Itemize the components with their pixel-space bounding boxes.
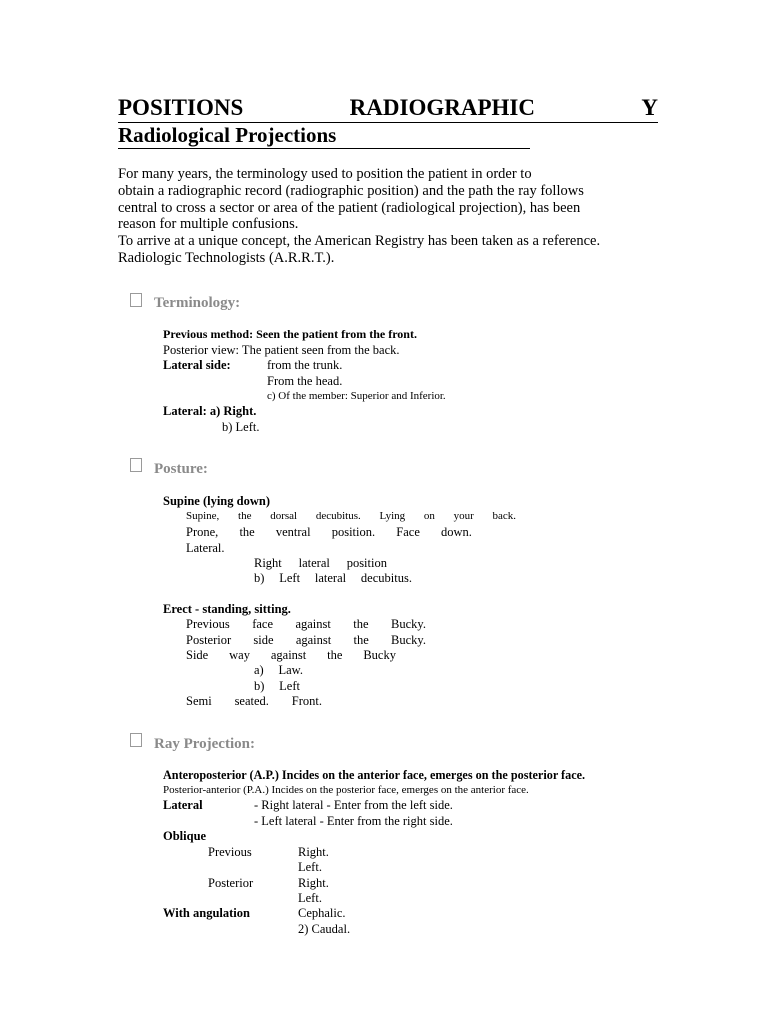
posture-erect-heading: Erect - standing, sitting. [163, 602, 291, 616]
ray-posterior-right: Right. [298, 876, 329, 890]
terminology-lateral-side-1: from the trunk. [267, 358, 343, 372]
checkbox-icon [130, 733, 142, 747]
posture-law-line [254, 663, 303, 678]
ray-posterior-label: Posterior [208, 876, 254, 890]
intro-line-6: Radiologic Technologists (A.R.R.T.). [118, 250, 335, 266]
posture-prone-line [186, 525, 472, 540]
posture-supine-heading: Supine (lying down) [163, 494, 270, 508]
checkbox-icon [130, 293, 142, 307]
intro-line-1: For many years, the terminology used to position the patient in order to [118, 166, 532, 182]
terminology-lateral-a: Lateral: a) Right. [163, 404, 257, 418]
word: the [353, 633, 369, 647]
posture-right-lateral-line [254, 556, 387, 571]
title-line-2: Radiological Projections [118, 122, 530, 149]
title-word-1: POSITIONS [118, 95, 244, 120]
ray-previous-left: Left. [298, 860, 322, 874]
word: lateral [298, 556, 330, 570]
checkbox-icon [130, 458, 142, 472]
word: ventral [275, 525, 311, 539]
ray-heading: Ray Projection: [154, 736, 255, 752]
word: decubitus. [360, 571, 412, 585]
word: Left [279, 679, 300, 693]
posture-heading: Posture: [154, 461, 208, 477]
word: Semi [186, 694, 212, 708]
word: lateral [314, 571, 347, 585]
word: b) [254, 679, 265, 693]
word: back. [492, 510, 516, 522]
word: decubitus. [315, 510, 361, 522]
ray-oblique-label: Oblique [163, 829, 207, 843]
posture-lateral: Lateral. [186, 541, 225, 555]
word: side [253, 633, 274, 647]
word: the [353, 617, 369, 631]
posture-sideway-line [186, 648, 396, 663]
ray-caudal: 2) Caudal. [298, 922, 351, 936]
word: Lying [379, 510, 406, 522]
intro-line-5: To arrive at a unique concept, the American Registry has been taken as a reference. [118, 233, 601, 249]
word: against [270, 648, 307, 662]
ray-pa: Posterior-anterior (P.A.) Incides on the posterior face, emerges on the anterior face. [163, 784, 529, 796]
posture-left-lateral-line [254, 571, 412, 586]
title-word-2: RADIOGRAPHIC [349, 95, 535, 120]
terminology-posterior-view: Posterior view: The patient seen from the back. [163, 343, 400, 357]
intro-line-2: obtain a radiographic record (radiographic position) and the path the ray follows [118, 183, 584, 199]
ray-previous-label: Previous [208, 845, 252, 859]
ray-lateral-right: - Right lateral - Enter from the left side. [254, 798, 453, 812]
word: Law. [278, 663, 303, 677]
terminology-heading: Terminology: [154, 295, 241, 311]
terminology-previous-method: Previous method: Seen the patient from the front. [163, 327, 417, 341]
terminology-lateral-b: b) Left. [222, 420, 260, 434]
word: Previous [186, 617, 230, 631]
word: face [252, 617, 273, 631]
title-word-3: Y [641, 95, 658, 120]
ray-ap: Anteroposterior (A.P.) Incides on the anterior face, emerges on the posterior face. [163, 768, 586, 782]
word: against [295, 633, 332, 647]
posture-previous-line [186, 617, 426, 632]
word: on [423, 510, 435, 522]
word: against [295, 617, 331, 631]
terminology-lateral-side-label: Lateral side: [163, 358, 231, 372]
intro-line-4: reason for multiple confusions. [118, 216, 299, 232]
word: Bucky. [391, 633, 426, 647]
ray-lateral-label: Lateral [163, 798, 203, 812]
word: Bucky [363, 648, 396, 662]
word: Left [279, 571, 301, 585]
terminology-lateral-side-2: From the head. [267, 374, 343, 388]
terminology-lateral-side-3: c) Of the member: Superior and Inferior. [267, 390, 446, 402]
word: position [346, 556, 387, 570]
word: Supine, [186, 510, 220, 522]
word: Posterior [186, 633, 232, 647]
posture-semi-line [186, 694, 322, 709]
word: Bucky. [391, 617, 426, 631]
posture-supine-line [186, 509, 516, 524]
word: way [229, 648, 250, 662]
word: dorsal [270, 510, 298, 522]
posture-posterior-line [186, 633, 426, 648]
ray-lateral-left: - Left lateral - Enter from the right side. [254, 814, 453, 828]
word: the [327, 648, 343, 662]
title-line-1 [118, 92, 658, 123]
posture-left-line [254, 679, 300, 694]
word: b) [254, 571, 265, 585]
ray-cephalic: Cephalic. [298, 906, 346, 920]
word: Prone, [186, 525, 219, 539]
ray-posterior-left: Left. [298, 891, 322, 905]
ray-angulation-label: With angulation [163, 906, 250, 920]
word: your [453, 510, 474, 522]
word: Right [254, 556, 282, 570]
word: Face [396, 525, 420, 539]
word: Front. [291, 694, 322, 708]
word: down. [441, 525, 472, 539]
word: the [238, 510, 252, 522]
intro-line-3: central to cross a sector or area of the patient (radiological projection), has been [118, 200, 581, 216]
word: a) [254, 663, 264, 677]
word: the [239, 525, 255, 539]
word: seated. [234, 694, 269, 708]
word: position. [331, 525, 376, 539]
ray-previous-right: Right. [298, 845, 329, 859]
word: Side [186, 648, 209, 662]
